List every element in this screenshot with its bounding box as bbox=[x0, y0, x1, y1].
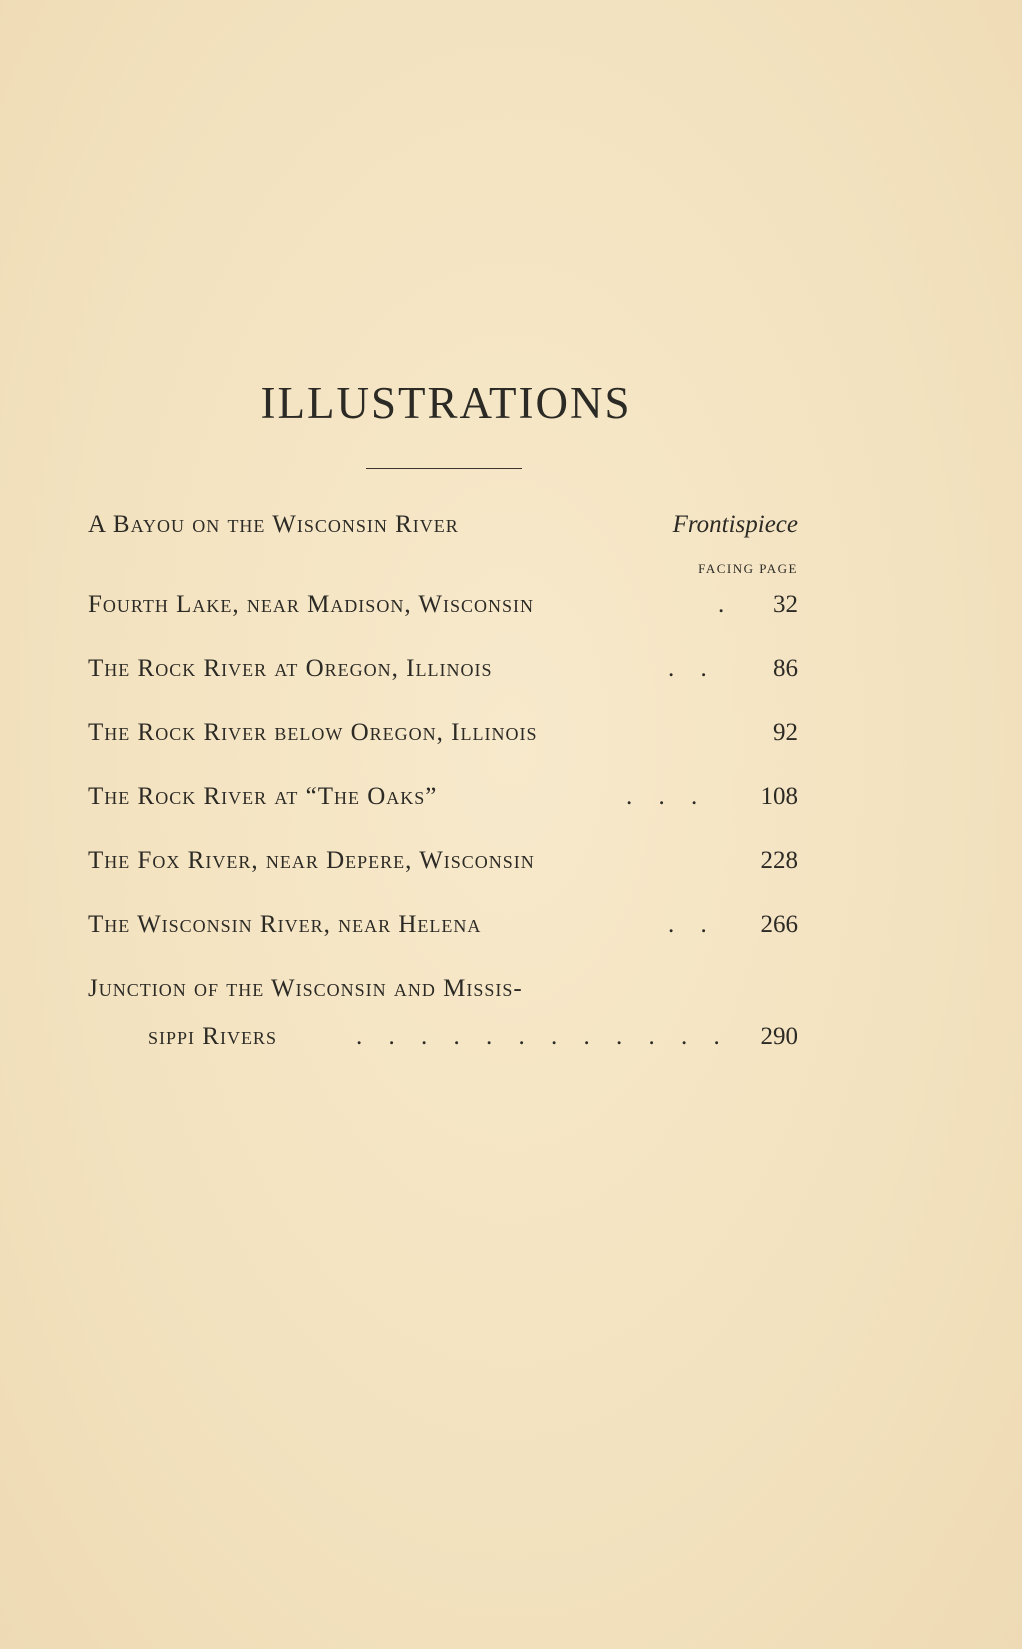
entry-leader: . . bbox=[668, 655, 717, 682]
entry-leader: . . . . . . . . . . . . bbox=[356, 1023, 730, 1050]
entry-page: 86 bbox=[773, 655, 798, 682]
entry-title: The Rock River at “The Oaks” bbox=[88, 783, 438, 810]
entry-title-line2: sippi Rivers bbox=[148, 1023, 277, 1050]
entry-page: 108 bbox=[760, 783, 798, 810]
frontispiece-title: A Bayou on the Wisconsin River bbox=[88, 511, 459, 538]
title-rule bbox=[366, 468, 522, 469]
entry-leader: . . . bbox=[626, 783, 708, 810]
entry-title: The Wisconsin River, near Helena bbox=[88, 911, 482, 938]
entry-title: The Rock River at Oregon, Illinois bbox=[88, 655, 493, 682]
page-title: ILLUSTRATIONS bbox=[260, 378, 632, 428]
entry-leader: . bbox=[718, 591, 735, 618]
entry-title: The Fox River, near Depere, Wisconsin bbox=[88, 847, 535, 874]
entry-page: 228 bbox=[760, 847, 798, 874]
frontispiece-label: Frontispiece bbox=[672, 511, 798, 538]
entry-title: The Rock River below Oregon, Illinois bbox=[88, 719, 538, 746]
entry-leader: . . bbox=[668, 911, 717, 938]
entry-title: Fourth Lake, near Madison, Wisconsin bbox=[88, 591, 534, 618]
entry-page: 290 bbox=[760, 1023, 798, 1050]
entry-page: 92 bbox=[773, 719, 798, 746]
entry-title-line1: Junction of the Wisconsin and Missis- bbox=[88, 975, 523, 1002]
entry-page: 266 bbox=[760, 911, 798, 938]
entry-page: 32 bbox=[773, 591, 798, 618]
facing-page-label: FACING PAGE bbox=[698, 561, 798, 576]
